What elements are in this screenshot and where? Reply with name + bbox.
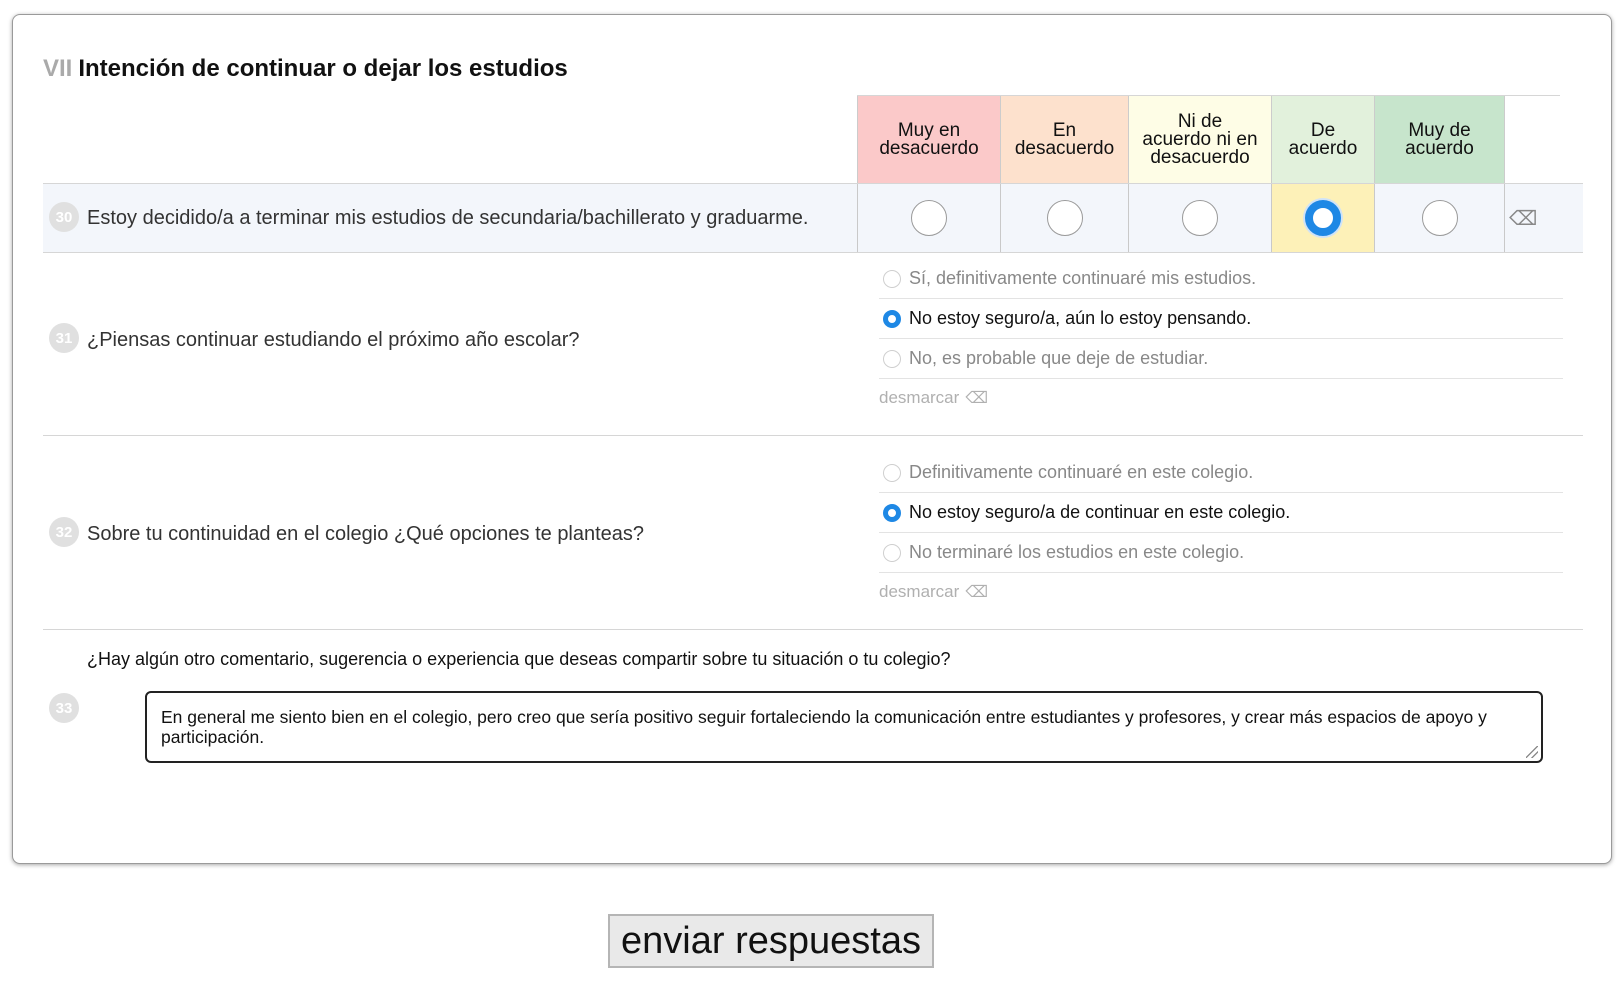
radio-button[interactable]: [883, 270, 901, 288]
resize-handle[interactable]: [1526, 746, 1538, 758]
likert-cell-2[interactable]: [1128, 184, 1271, 252]
option-label: Definitivamente continuaré en este colegio.: [909, 462, 1254, 482]
likert-cell-1[interactable]: [1000, 184, 1128, 252]
radio-button[interactable]: [883, 544, 901, 562]
radio-option[interactable]: [879, 453, 1563, 493]
matrix-col-blank: [1504, 96, 1560, 184]
likert-cell-0[interactable]: [857, 184, 1000, 252]
unmark-button[interactable]: [879, 573, 1563, 611]
likert-radio[interactable]: [911, 200, 947, 236]
matrix-header: [857, 95, 1560, 183]
question-31-options: [879, 259, 1563, 417]
matrix-col-label: Muy de acuerdo: [1405, 120, 1474, 159]
option-label: Sí, definitivamente continuaré mis estudios.: [909, 268, 1257, 288]
comment-text: En general me siento bien en el colegio, pero creo que sería positivo seguir fortaleciendo la comunicación entre estudiantes y profesores, y crear más espacios de apoyo y participación.: [161, 707, 1487, 747]
likert-radio[interactable]: [1305, 200, 1341, 236]
matrix-col-2: [1128, 96, 1271, 184]
survey-card: [12, 14, 1612, 864]
radio-button[interactable]: [883, 310, 901, 328]
clear-answer-button[interactable]: [1504, 184, 1560, 252]
radio-option[interactable]: [879, 299, 1563, 339]
matrix-col-label: De acuerdo: [1288, 120, 1358, 159]
likert-cell-3[interactable]: [1271, 184, 1374, 252]
radio-button[interactable]: [883, 464, 901, 482]
section-title-text: Intención de continuar o dejar los estudios: [78, 55, 568, 82]
matrix-col-1: [1000, 96, 1128, 184]
radio-option[interactable]: [879, 339, 1563, 379]
backspace-icon: ⌫: [965, 390, 988, 407]
likert-radio[interactable]: [1047, 200, 1083, 236]
backspace-icon: ⌫: [965, 584, 988, 601]
matrix-col-4: [1374, 96, 1504, 184]
option-label: No estoy seguro/a de continuar en este colegio.: [909, 502, 1291, 522]
unmark-button[interactable]: [879, 379, 1563, 417]
question-text: ¿Piensas continuar estudiando el próximo año escolar?: [87, 329, 580, 351]
unmark-label: desmarcar: [879, 582, 960, 601]
likert-radio[interactable]: [1182, 200, 1218, 236]
section-title: [43, 55, 568, 83]
matrix-col-0: [857, 96, 1000, 184]
matrix-col-label: En desacuerdo: [1014, 120, 1115, 159]
section-number: VII: [43, 55, 73, 82]
radio-option[interactable]: [879, 533, 1563, 573]
matrix-col-label: Muy en desacuerdo: [879, 120, 979, 159]
comment-textarea[interactable]: [145, 691, 1543, 763]
likert-options: [857, 184, 1560, 252]
unmark-label: desmarcar: [879, 388, 960, 407]
radio-option[interactable]: [879, 493, 1563, 533]
option-label: No, es probable que deje de estudiar.: [909, 348, 1209, 368]
option-label: No terminaré los estudios en este colegio.: [909, 542, 1245, 562]
divider: [43, 435, 1583, 436]
radio-option[interactable]: [879, 259, 1563, 299]
matrix-col-3: [1271, 96, 1374, 184]
question-number: 30: [49, 202, 79, 232]
option-label: No estoy seguro/a, aún lo estoy pensando.: [909, 308, 1252, 328]
question-number: 31: [49, 323, 79, 353]
matrix-col-label: Ni de acuerdo ni en desacuerdo: [1142, 111, 1258, 168]
question-30-row: [43, 183, 1583, 253]
backspace-icon[interactable]: ⌫: [1509, 207, 1538, 230]
question-number: 32: [49, 517, 79, 547]
question-32-options: [879, 453, 1563, 611]
likert-radio[interactable]: [1422, 200, 1458, 236]
radio-button[interactable]: [883, 504, 901, 522]
likert-cell-4[interactable]: [1374, 184, 1504, 252]
radio-button[interactable]: [883, 350, 901, 368]
question-number: 33: [49, 693, 79, 723]
divider: [43, 629, 1583, 630]
question-text: Sobre tu continuidad en el colegio ¿Qué opciones te planteas?: [87, 523, 645, 545]
question-text: Estoy decidido/a a terminar mis estudios de secundaria/bachillerato y graduarme.: [87, 207, 809, 229]
question-text: ¿Hay algún otro comentario, sugerencia o experiencia que deseas compartir sobre tu situación o tu colegio?: [87, 649, 951, 669]
submit-button[interactable]: enviar respuestas: [608, 914, 934, 968]
